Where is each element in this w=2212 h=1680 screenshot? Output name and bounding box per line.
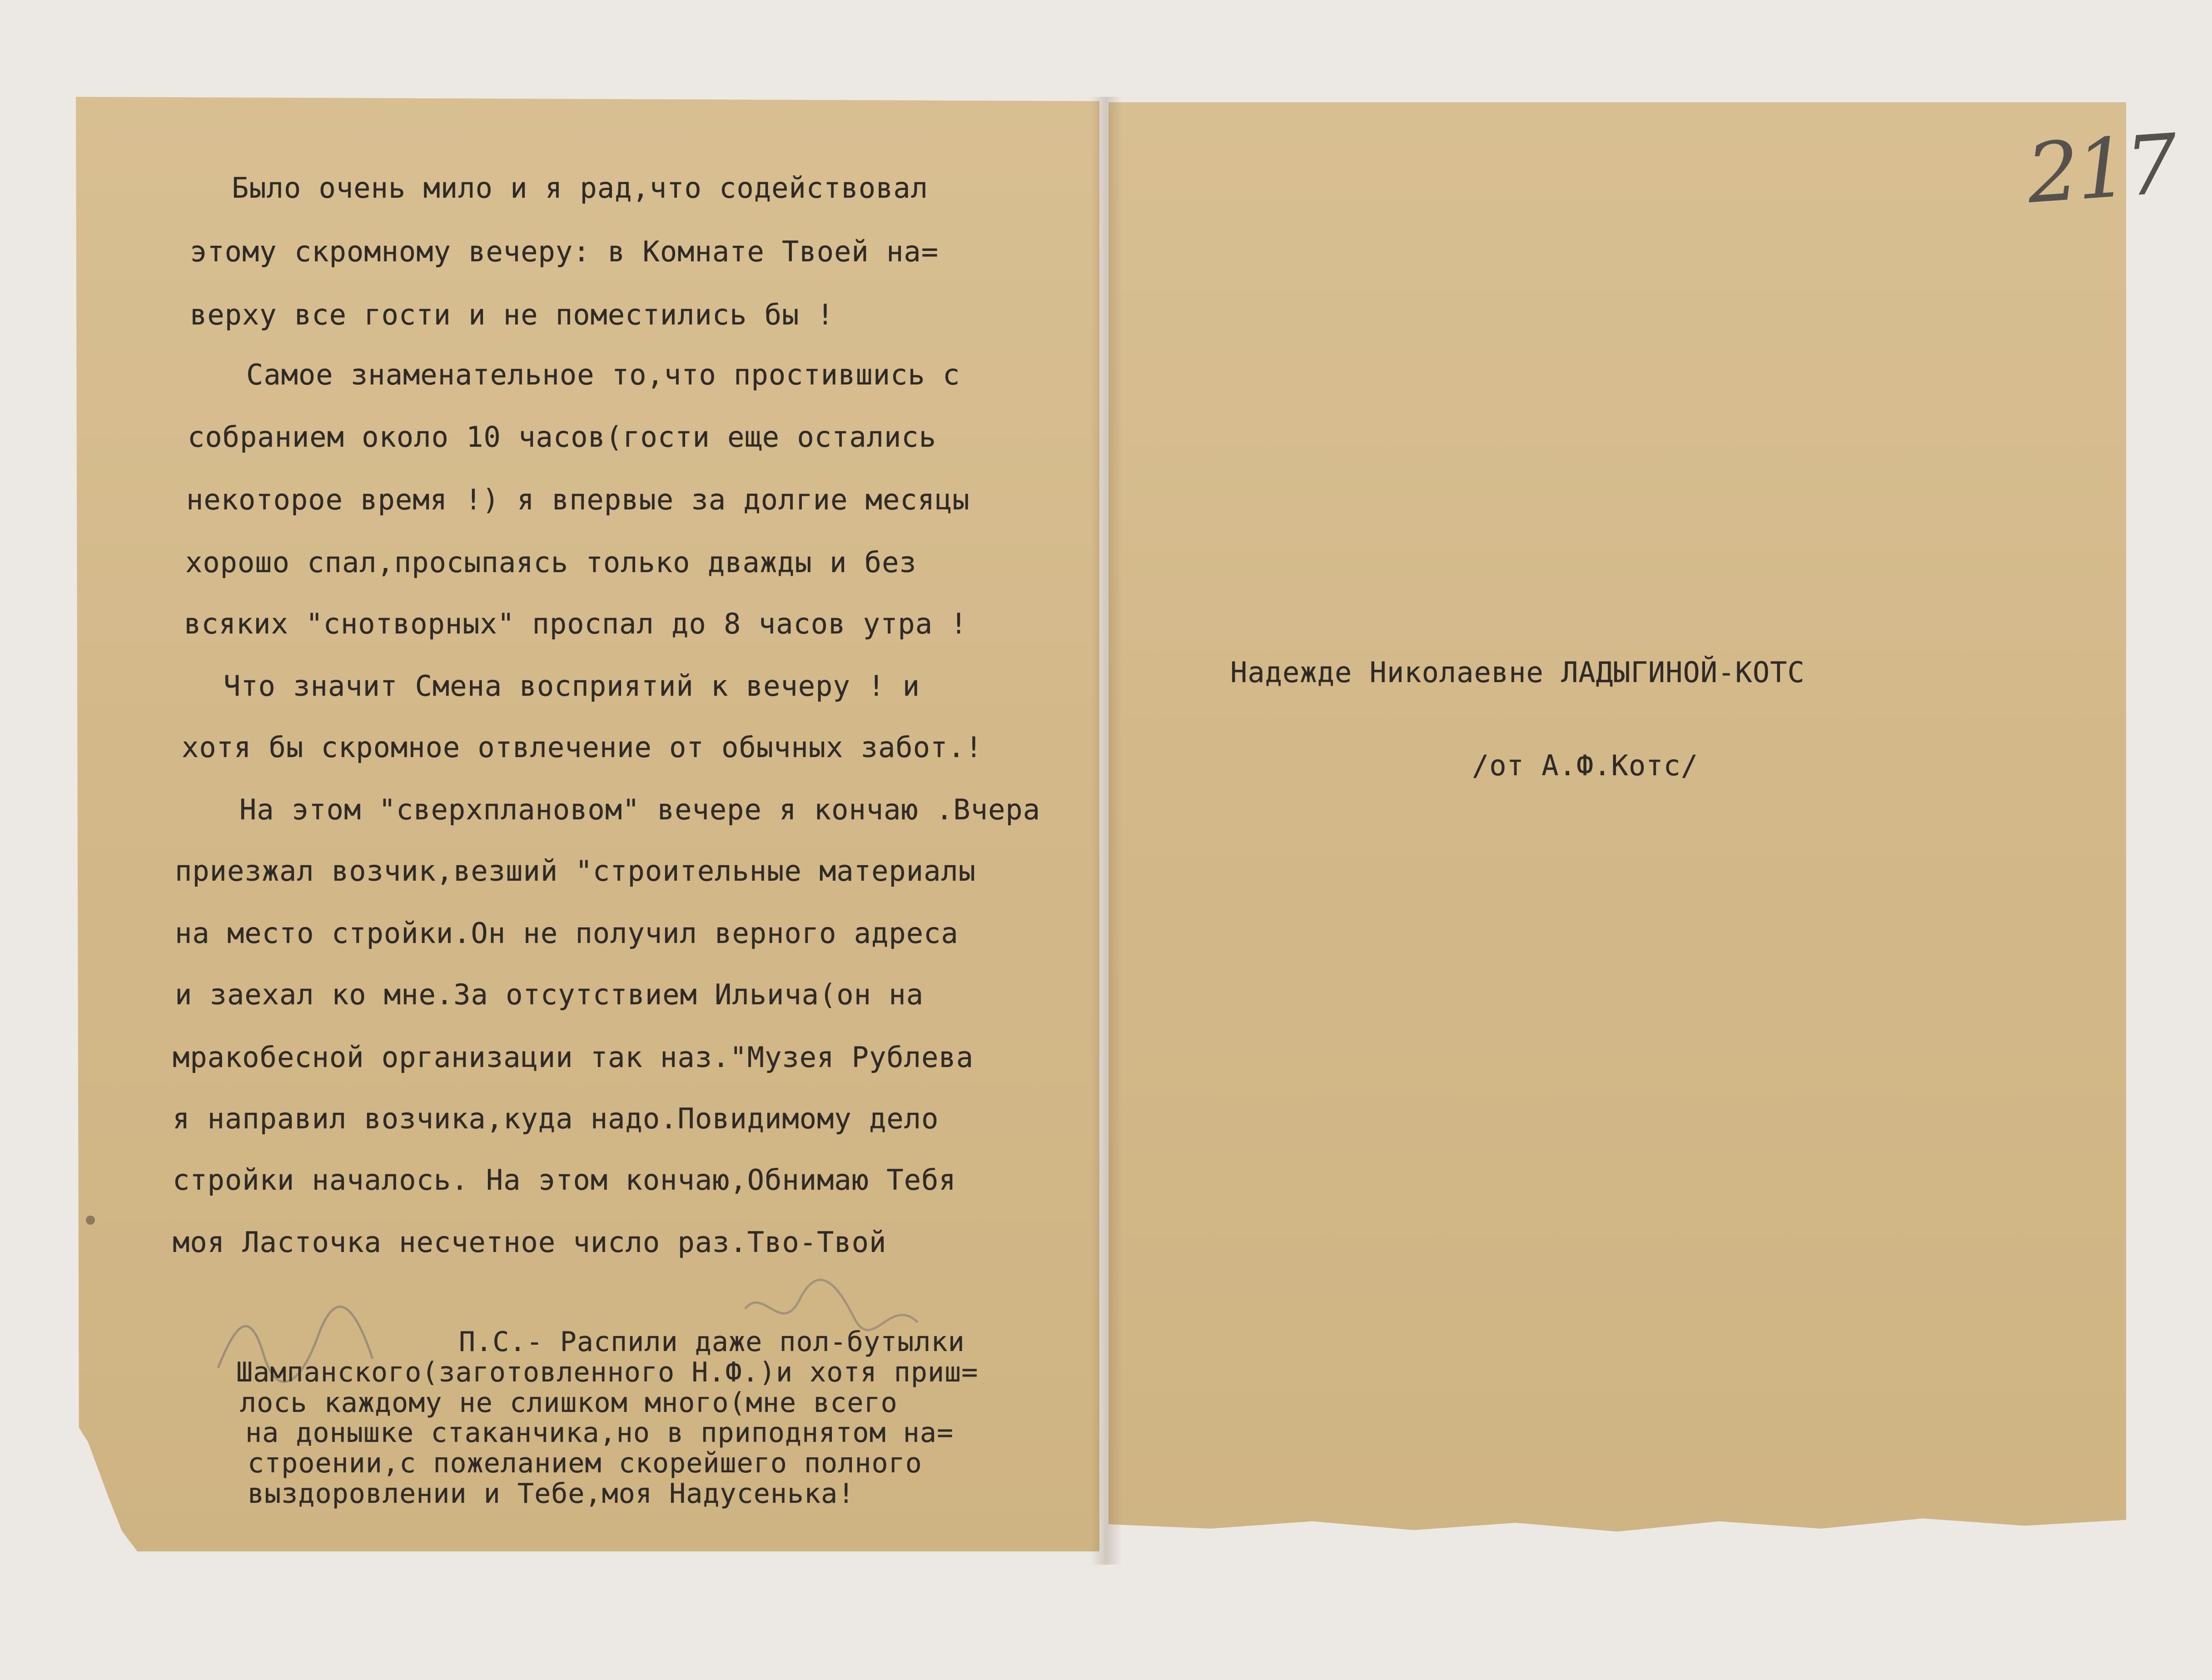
postscript-line: Шампанского(заготовленного Н.Ф.)и хотя приш= xyxy=(236,1356,979,1388)
letter-line: На этом "сверхплановом" вечере я кончаю .Вчера xyxy=(239,793,1041,826)
letter-line: моя Ласточка несчетное число раз.Тво-Твой xyxy=(173,1226,887,1259)
letter-line: собранием около 10 часов(гости еще остались xyxy=(188,420,937,454)
letter-line: Что значит Смена восприятий к вечеру ! и xyxy=(224,669,920,703)
letter-line: приезжал возчик,везший "строительные материалы xyxy=(175,854,976,887)
postscript-line: на донышке стаканчика,но в приподнятом на= xyxy=(245,1417,954,1449)
letter-line: Было очень мило и я рад,что содействовал xyxy=(232,171,929,204)
right-page xyxy=(1108,102,2126,1568)
letter-line: Самое знаменательное то,что простившись с xyxy=(246,358,960,391)
letter-line: верху все гости и не поместились бы ! xyxy=(190,298,835,331)
postscript-line: П.С.- Распили даже пол-бутылки xyxy=(459,1326,965,1358)
letter-line: некоторое время !) я впервые за долгие месяцы xyxy=(186,483,970,516)
binder-hole xyxy=(86,1216,95,1225)
letter-line: я направил возчика,куда надо.Повидимому дело xyxy=(173,1102,939,1135)
letter-line: хорошо спал,просыпаясь только дважды и без xyxy=(185,546,917,579)
letter-line: на место стройки.Он не получил верного адреса xyxy=(175,917,959,950)
letter-line: и заехал ко мне.За отсутствием Ильича(он на xyxy=(175,978,924,1011)
page-fold xyxy=(1090,97,1122,1565)
addressee-line: Надежде Николаевне ЛАДЫГИНОЙ-КОТС xyxy=(1230,656,1805,689)
postscript-line: лось каждому не слишком много(мне всего xyxy=(240,1387,898,1419)
sender-line: /от А.Ф.Котс/ xyxy=(1472,749,1699,782)
letter-line: мракобесной организации так наз."Музея Рублева xyxy=(173,1041,974,1074)
letter-line: этому скромному вечеру: в Комнате Твоей на= xyxy=(190,235,939,268)
letter-line: стройки началось. На этом кончаю,Обнимаю Тебя xyxy=(173,1163,956,1196)
archive-page-number: 217 xyxy=(2024,116,2178,222)
postscript-line: строении,с пожеланием скорейшего полного xyxy=(248,1447,922,1479)
letter-line: хотя бы скромное отвлечение от обычных забот.! xyxy=(182,731,983,764)
postscript-line: выздоровлении и Тебе,моя Надусенька! xyxy=(248,1478,855,1510)
letter-line: всяких "снотворных" проспал до 8 часов утра ! xyxy=(184,607,968,640)
